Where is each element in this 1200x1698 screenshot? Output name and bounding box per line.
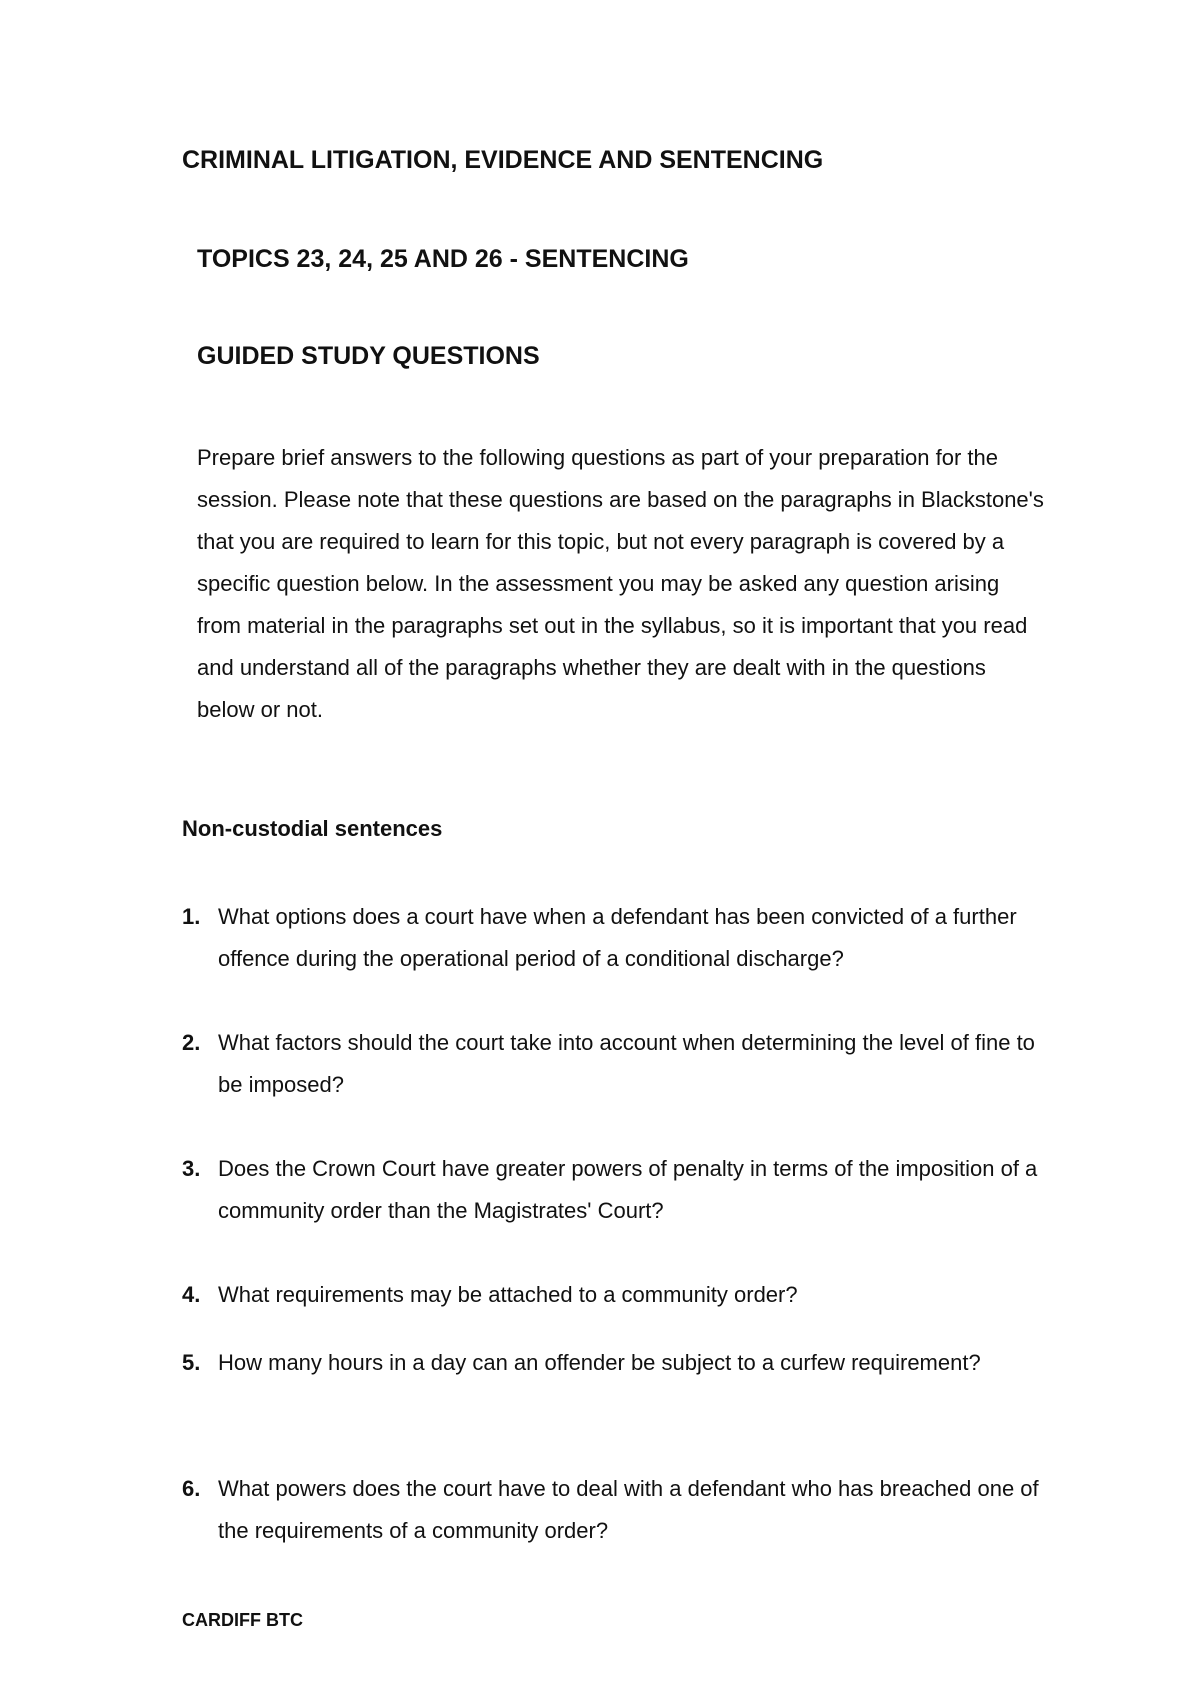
question-number: 3. (182, 1156, 201, 1181)
question-item (182, 1468, 1042, 1552)
question-item (182, 896, 1042, 980)
intro-paragraph: Prepare brief answers to the following questions as part of your preparation for the session. Please note that these questions are based on the paragraphs in Blackstone's that you are required to learn for this topic, but not every paragraph is covered by a specific question below. In the assessment you may be asked any question arising from material in the paragraphs set out in the syllabus, so it is important that you read and understand all of the paragraphs whether they are dealt with in the questions below or not. (197, 445, 1044, 722)
question-text: What powers does the court have to deal with a defendant who has breached one of the requirements of a community order? (218, 1476, 1039, 1543)
question-number: 1. (182, 904, 201, 929)
guided-study-heading: GUIDED STUDY QUESTIONS (197, 342, 540, 370)
question-text: What options does a court have when a defendant has been convicted of a further offence during the operational period of a conditional discharge? (218, 904, 1017, 971)
question-text: How many hours in a day can an offender be subject to a curfew requirement? (218, 1350, 981, 1375)
document-title: CRIMINAL LITIGATION, EVIDENCE AND SENTENCING (182, 146, 824, 174)
section-heading: Non-custodial sentences (182, 816, 443, 841)
question-number: 5. (182, 1350, 201, 1375)
question-item (182, 1148, 1042, 1232)
question-number: 4. (182, 1282, 201, 1307)
question-number: 2. (182, 1030, 201, 1055)
footer-label: CARDIFF BTC (182, 1610, 303, 1630)
topics-heading: TOPICS 23, 24, 25 AND 26 - SENTENCING (197, 245, 689, 273)
question-text: What requirements may be attached to a community order? (218, 1282, 798, 1307)
question-item (182, 1342, 1042, 1384)
question-number: 6. (182, 1476, 201, 1501)
question-item (182, 1274, 1042, 1316)
question-item (182, 1022, 1042, 1106)
question-text: Does the Crown Court have greater powers of penalty in terms of the imposition of a community order than the Magistrates' Court? (218, 1156, 1038, 1223)
question-text: What factors should the court take into account when determining the level of fine to be imposed? (218, 1030, 1035, 1097)
